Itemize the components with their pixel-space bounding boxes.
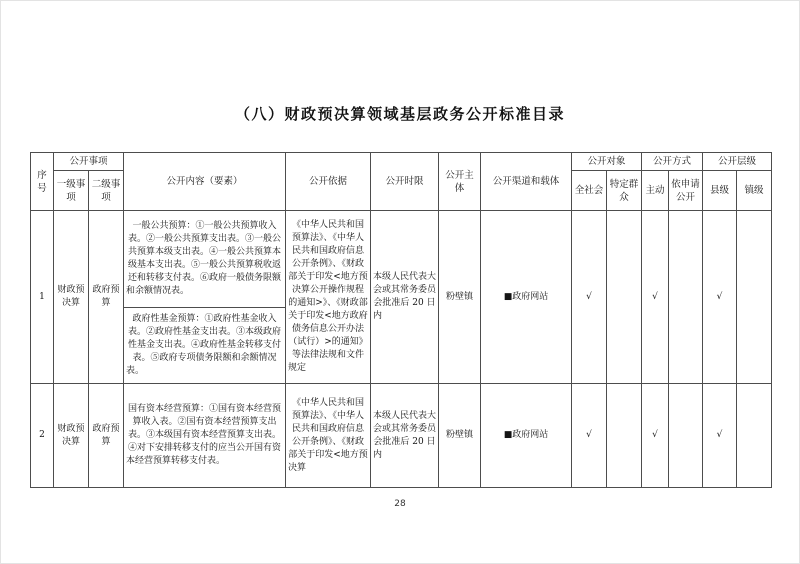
row2-seq: 2 bbox=[31, 384, 54, 488]
col-header-channel: 公开渠道和载体 bbox=[481, 153, 572, 211]
row2-check-target-all: √ bbox=[572, 384, 607, 488]
col-header-level-town: 镇级 bbox=[737, 171, 772, 211]
page-title: （八）财政预决算领域基层政务公开标准目录 bbox=[234, 105, 565, 123]
row1-check-method-active: √ bbox=[642, 211, 669, 384]
table-row bbox=[31, 211, 772, 308]
row1-content-part-1: 一般公共预算：①一般公共预算收入表。②一般公共预算支出表。③一般公共预算本级支出表。④一般公共预算本级基本支出表。⑤一般公共预算税收返还和转移支付表。⑥政府一般债务限额和余额情况表。 bbox=[124, 211, 286, 308]
col-header-content: 公开内容（要素） bbox=[124, 153, 286, 211]
col-header-item-l1: 一级事项 bbox=[54, 171, 89, 211]
row1-check-level-town bbox=[737, 211, 772, 384]
row1-time-limit: 本级人民代表大会或其常务委员会批准后 20 日内 bbox=[371, 211, 439, 384]
col-header-method-active: 主动 bbox=[642, 171, 669, 211]
col-header-item-l2: 二级事项 bbox=[89, 171, 124, 211]
row1-content-part-2: 政府性基金预算：①政府性基金收入表。②政府性基金支出表。③本级政府性基金支出表。④政府性基金转移支付表。⑤政府专项债务限额和余额情况表。 bbox=[124, 308, 286, 384]
row1-check-target-specific bbox=[607, 211, 642, 384]
row2-check-level-town bbox=[737, 384, 772, 488]
row2-subject: 粉壁镇 bbox=[439, 384, 481, 488]
col-header-target-specific: 特定群众 bbox=[607, 171, 642, 211]
col-header-item-group: 公开事项 bbox=[54, 153, 124, 171]
row2-channel: ■政府网站 bbox=[481, 384, 572, 488]
col-header-method-group: 公开方式 bbox=[642, 153, 703, 171]
col-header-level-group: 公开层级 bbox=[703, 153, 772, 171]
table-header-row-top bbox=[31, 153, 772, 171]
col-header-time-limit: 公开时限 bbox=[371, 153, 439, 211]
col-header-target-all: 全社会 bbox=[572, 171, 607, 211]
col-header-level-county: 县级 bbox=[703, 171, 737, 211]
col-header-subject: 公开主体 bbox=[439, 153, 481, 211]
page-number: 28 bbox=[394, 499, 406, 509]
disclosure-standards-table bbox=[30, 152, 772, 488]
row1-check-level-county: √ bbox=[703, 211, 737, 384]
row2-time-limit: 本级人民代表大会或其常务委员会批准后 20 日内 bbox=[371, 384, 439, 488]
col-header-target-group: 公开对象 bbox=[572, 153, 642, 171]
row1-item-l1: 财政预决算 bbox=[54, 211, 89, 384]
col-header-basis: 公开依据 bbox=[286, 153, 371, 211]
row1-item-l2: 政府预算 bbox=[89, 211, 124, 384]
col-header-method-request: 依申请公开 bbox=[669, 171, 703, 211]
row2-item-l2: 政府预算 bbox=[89, 384, 124, 488]
row2-check-method-request bbox=[669, 384, 703, 488]
row2-item-l1: 财政预决算 bbox=[54, 384, 89, 488]
row1-check-target-all: √ bbox=[572, 211, 607, 384]
row1-channel: ■政府网站 bbox=[481, 211, 572, 384]
row1-check-method-request bbox=[669, 211, 703, 384]
row2-check-level-county: √ bbox=[703, 384, 737, 488]
row2-basis: 《中华人民共和国预算法》、《中华人民共和国政府信息公开条例》、《财政部关于印发<地方预决算 bbox=[286, 384, 371, 488]
col-header-seq: 序号 bbox=[31, 153, 54, 211]
table-row bbox=[31, 384, 772, 488]
row1-seq: 1 bbox=[31, 211, 54, 384]
row1-basis: 《中华人民共和国预算法》、《中华人民共和国政府信息公开条例》、《财政部关于印发<地方预决算公开操作规程的通知>》、《财政部关于印发<地方政府债务信息公开办法（试行）>的通知》等法律法规和文件规定 bbox=[286, 211, 371, 384]
row1-subject: 粉壁镇 bbox=[439, 211, 481, 384]
row2-content-part-1: 国有资本经营预算：①国有资本经营预算收入表。②国有资本经营预算支出表。③本级国有资本经营预算支出表。④对下安排转移支付的应当公开国有资本经营预算转移支付表。 bbox=[124, 384, 286, 488]
row2-check-target-specific bbox=[607, 384, 642, 488]
row2-check-method-active: √ bbox=[642, 384, 669, 488]
